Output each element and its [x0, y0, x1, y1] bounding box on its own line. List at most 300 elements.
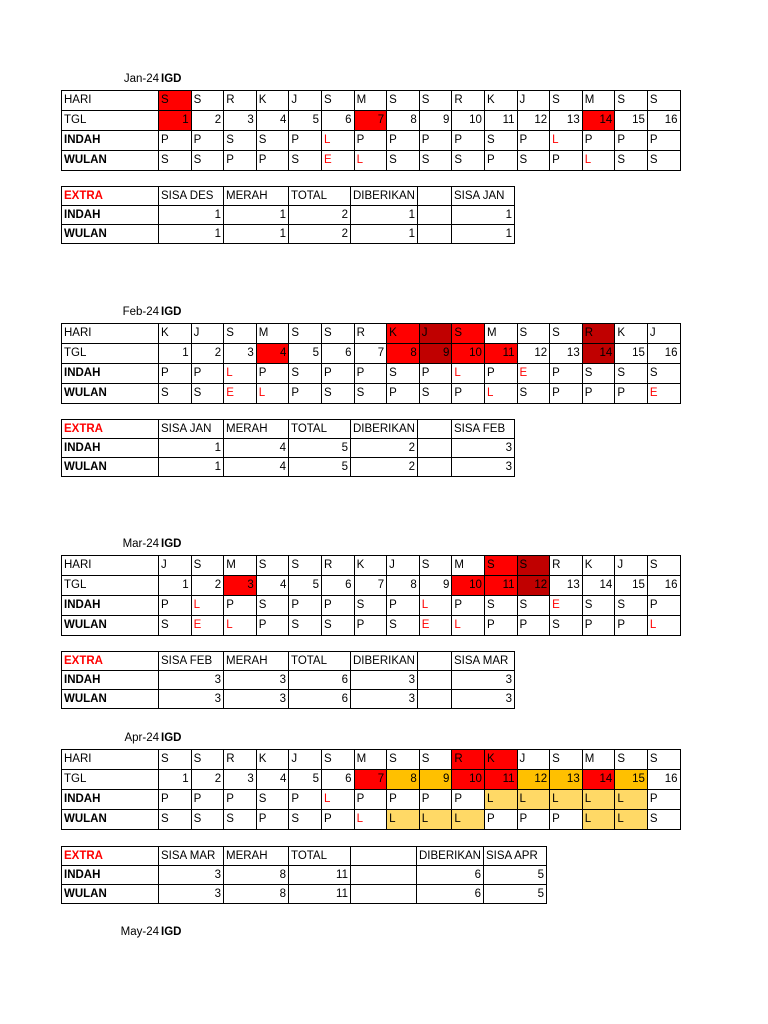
- schedule-cell[interactable]: [647, 151, 680, 171]
- schedule-cell[interactable]: [484, 750, 517, 770]
- extra-diberikan[interactable]: 6: [417, 885, 484, 904]
- schedule-cell[interactable]: [387, 324, 420, 344]
- schedule-cell[interactable]: [452, 750, 485, 770]
- schedule-cell[interactable]: [191, 364, 224, 384]
- schedule-cell[interactable]: [387, 364, 420, 384]
- schedule-cell[interactable]: [419, 770, 452, 790]
- schedule-cell[interactable]: [615, 111, 648, 131]
- schedule-cell[interactable]: [224, 596, 257, 616]
- extra-sisa-next[interactable]: 5: [484, 866, 547, 885]
- schedule-cell[interactable]: [419, 576, 452, 596]
- schedule-cell[interactable]: [517, 91, 550, 111]
- extra-diberikan[interactable]: 2: [351, 439, 418, 458]
- schedule-cell[interactable]: [159, 616, 192, 636]
- schedule-cell[interactable]: [550, 810, 583, 830]
- schedule-cell[interactable]: [224, 324, 257, 344]
- schedule-cell[interactable]: [517, 750, 550, 770]
- schedule-cell[interactable]: [419, 324, 452, 344]
- schedule-cell[interactable]: [419, 790, 452, 810]
- schedule-cell[interactable]: [387, 770, 420, 790]
- extra-total[interactable]: 6: [289, 690, 351, 709]
- schedule-cell[interactable]: [615, 344, 648, 364]
- schedule-cell[interactable]: [550, 556, 583, 576]
- schedule-cell[interactable]: [582, 151, 615, 171]
- schedule-cell[interactable]: [419, 111, 452, 131]
- extra-sisa-next[interactable]: 3: [452, 690, 515, 709]
- schedule-cell[interactable]: [582, 556, 615, 576]
- schedule-cell[interactable]: [321, 790, 354, 810]
- schedule-cell[interactable]: [647, 131, 680, 151]
- schedule-cell[interactable]: [419, 750, 452, 770]
- schedule-cell[interactable]: [452, 324, 485, 344]
- extra-row: [62, 439, 515, 458]
- schedule-cell[interactable]: [224, 364, 257, 384]
- schedule-cell[interactable]: [582, 364, 615, 384]
- schedule-cell[interactable]: [354, 151, 387, 171]
- extra-total[interactable]: 11: [289, 866, 351, 885]
- schedule-cell[interactable]: [647, 344, 680, 364]
- schedule-cell[interactable]: [582, 131, 615, 151]
- schedule-cell[interactable]: [321, 750, 354, 770]
- schedule-cell[interactable]: [615, 810, 648, 830]
- cell-value: L: [519, 793, 526, 805]
- schedule-cell[interactable]: [550, 111, 583, 131]
- schedule-cell[interactable]: [647, 324, 680, 344]
- schedule-cell[interactable]: [256, 384, 289, 404]
- schedule-cell[interactable]: [321, 131, 354, 151]
- schedule-cell[interactable]: [419, 596, 452, 616]
- extra-total[interactable]: 5: [289, 439, 351, 458]
- schedule-cell[interactable]: [582, 790, 615, 810]
- extra-total[interactable]: 5: [289, 458, 351, 477]
- schedule-cell[interactable]: [419, 364, 452, 384]
- schedule-cell[interactable]: [256, 810, 289, 830]
- schedule-cell[interactable]: [191, 324, 224, 344]
- schedule-cell[interactable]: [387, 344, 420, 364]
- schedule-cell[interactable]: [517, 384, 550, 404]
- schedule-cell[interactable]: [647, 596, 680, 616]
- schedule-cell[interactable]: [647, 576, 680, 596]
- schedule-cell[interactable]: [582, 576, 615, 596]
- schedule-cell[interactable]: [419, 344, 452, 364]
- schedule-cell[interactable]: [354, 111, 387, 131]
- schedule-cell[interactable]: [582, 616, 615, 636]
- schedule-cell[interactable]: [615, 364, 648, 384]
- schedule-cell[interactable]: [289, 750, 322, 770]
- schedule-cell[interactable]: [387, 151, 420, 171]
- extra-total[interactable]: 2: [289, 225, 351, 244]
- schedule-cell[interactable]: [354, 556, 387, 576]
- schedule-cell[interactable]: [256, 576, 289, 596]
- schedule-cell[interactable]: [452, 596, 485, 616]
- schedule-cell[interactable]: [452, 91, 485, 111]
- schedule-cell[interactable]: [159, 131, 192, 151]
- schedule-cell[interactable]: [647, 616, 680, 636]
- schedule-cell[interactable]: [191, 576, 224, 596]
- schedule-cell[interactable]: [191, 810, 224, 830]
- schedule-cell[interactable]: [289, 556, 322, 576]
- schedule-cell[interactable]: [517, 770, 550, 790]
- schedule-cell[interactable]: [452, 111, 485, 131]
- schedule-cell[interactable]: [321, 324, 354, 344]
- schedule-cell[interactable]: [256, 344, 289, 364]
- extra-diberikan[interactable]: 6: [417, 866, 484, 885]
- schedule-cell[interactable]: [647, 770, 680, 790]
- schedule-cell[interactable]: [647, 790, 680, 810]
- extra-merah[interactable]: 4: [224, 458, 289, 477]
- schedule-cell[interactable]: [224, 750, 257, 770]
- schedule-cell[interactable]: [550, 616, 583, 636]
- schedule-cell[interactable]: [550, 151, 583, 171]
- schedule-cell[interactable]: [256, 151, 289, 171]
- schedule-cell[interactable]: [647, 111, 680, 131]
- schedule-cell[interactable]: [256, 91, 289, 111]
- schedule-cell[interactable]: [615, 91, 648, 111]
- schedule-cell[interactable]: [517, 151, 550, 171]
- schedule-cell[interactable]: [582, 91, 615, 111]
- extra-diberikan[interactable]: 1: [351, 206, 418, 225]
- schedule-cell[interactable]: [159, 576, 192, 596]
- schedule-cell[interactable]: [484, 151, 517, 171]
- schedule-cell[interactable]: [452, 576, 485, 596]
- schedule-cell[interactable]: [191, 596, 224, 616]
- extra-sisa-next[interactable]: 3: [452, 458, 515, 477]
- schedule-cell[interactable]: [452, 131, 485, 151]
- schedule-cell[interactable]: [289, 576, 322, 596]
- schedule-cell[interactable]: [387, 596, 420, 616]
- schedule-cell[interactable]: [484, 324, 517, 344]
- schedule-cell[interactable]: [159, 344, 192, 364]
- schedule-cell[interactable]: [647, 384, 680, 404]
- schedule-cell[interactable]: [321, 111, 354, 131]
- schedule-cell[interactable]: [321, 576, 354, 596]
- schedule-cell[interactable]: [321, 810, 354, 830]
- schedule-cell[interactable]: [452, 790, 485, 810]
- schedule-cell[interactable]: [159, 596, 192, 616]
- schedule-cell[interactable]: [224, 111, 257, 131]
- schedule-cell[interactable]: [484, 596, 517, 616]
- schedule-cell[interactable]: [582, 384, 615, 404]
- schedule-cell[interactable]: [419, 556, 452, 576]
- schedule-cell[interactable]: [387, 576, 420, 596]
- schedule-cell[interactable]: [289, 151, 322, 171]
- schedule-cell[interactable]: [224, 131, 257, 151]
- schedule-cell[interactable]: [191, 91, 224, 111]
- schedule-cell[interactable]: [191, 384, 224, 404]
- schedule-cell[interactable]: [321, 616, 354, 636]
- schedule-cell[interactable]: [224, 616, 257, 636]
- schedule-cell[interactable]: [191, 556, 224, 576]
- schedule-cell[interactable]: [387, 750, 420, 770]
- schedule-cell[interactable]: [647, 91, 680, 111]
- cell-value: 12: [534, 114, 548, 126]
- schedule-cell[interactable]: [191, 616, 224, 636]
- schedule-cell[interactable]: [321, 344, 354, 364]
- schedule-cell[interactable]: [582, 344, 615, 364]
- schedule-cell[interactable]: [550, 131, 583, 151]
- schedule-cell[interactable]: [419, 384, 452, 404]
- schedule-cell[interactable]: [354, 324, 387, 344]
- schedule-cell[interactable]: [354, 596, 387, 616]
- schedule-cell[interactable]: [224, 91, 257, 111]
- schedule-cell[interactable]: [517, 556, 550, 576]
- schedule-cell[interactable]: [289, 810, 322, 830]
- schedule-cell[interactable]: [550, 324, 583, 344]
- schedule-cell[interactable]: [289, 111, 322, 131]
- schedule-cell[interactable]: [256, 750, 289, 770]
- schedule-cell[interactable]: [452, 364, 485, 384]
- schedule-cell[interactable]: [615, 556, 648, 576]
- schedule-cell[interactable]: [484, 111, 517, 131]
- schedule-cell[interactable]: [256, 324, 289, 344]
- schedule-cell[interactable]: [550, 576, 583, 596]
- schedule-cell[interactable]: [484, 576, 517, 596]
- schedule-cell[interactable]: [289, 364, 322, 384]
- extra-diberikan[interactable]: 1: [351, 225, 418, 244]
- schedule-cell[interactable]: [517, 344, 550, 364]
- schedule-cell[interactable]: [452, 556, 485, 576]
- extra-sisa-next[interactable]: 3: [452, 671, 515, 690]
- schedule-cell[interactable]: [550, 596, 583, 616]
- schedule-cell[interactable]: [354, 770, 387, 790]
- schedule-cell[interactable]: [419, 616, 452, 636]
- schedule-cell[interactable]: [159, 111, 192, 131]
- schedule-cell[interactable]: [517, 324, 550, 344]
- schedule-cell[interactable]: [387, 616, 420, 636]
- schedule-cell[interactable]: [354, 344, 387, 364]
- extra-sisa-next[interactable]: 3: [452, 439, 515, 458]
- schedule-cell[interactable]: [191, 111, 224, 131]
- schedule-cell[interactable]: [647, 364, 680, 384]
- schedule-cell[interactable]: [256, 131, 289, 151]
- schedule-cell[interactable]: [354, 364, 387, 384]
- schedule-cell[interactable]: [484, 131, 517, 151]
- schedule-cell[interactable]: [387, 810, 420, 830]
- schedule-cell[interactable]: [484, 770, 517, 790]
- schedule-cell[interactable]: [321, 384, 354, 404]
- schedule-cell[interactable]: [615, 324, 648, 344]
- schedule-cell[interactable]: [159, 750, 192, 770]
- schedule-cell[interactable]: [484, 91, 517, 111]
- schedule-cell[interactable]: [550, 364, 583, 384]
- extra-merah[interactable]: 1: [224, 206, 289, 225]
- schedule-cell[interactable]: [354, 576, 387, 596]
- schedule-cell[interactable]: [354, 384, 387, 404]
- schedule-cell[interactable]: [224, 810, 257, 830]
- schedule-cell[interactable]: [159, 556, 192, 576]
- schedule-cell[interactable]: [224, 151, 257, 171]
- schedule-cell[interactable]: [224, 344, 257, 364]
- schedule-cell[interactable]: [224, 576, 257, 596]
- schedule-cell[interactable]: [256, 790, 289, 810]
- schedule-cell[interactable]: [517, 596, 550, 616]
- schedule-cell[interactable]: [484, 790, 517, 810]
- schedule-cell[interactable]: [224, 790, 257, 810]
- schedule-cell[interactable]: [321, 364, 354, 384]
- schedule-cell[interactable]: [615, 596, 648, 616]
- schedule-cell[interactable]: [321, 556, 354, 576]
- schedule-cell[interactable]: [615, 770, 648, 790]
- schedule-cell[interactable]: [615, 131, 648, 151]
- schedule-cell[interactable]: [191, 790, 224, 810]
- extra-sisa-prev[interactable]: 3: [159, 671, 224, 690]
- extra-sisa-prev[interactable]: 1: [159, 439, 224, 458]
- schedule-cell[interactable]: [159, 790, 192, 810]
- schedule-cell[interactable]: [484, 556, 517, 576]
- schedule-cell[interactable]: [647, 750, 680, 770]
- schedule-cell[interactable]: [387, 91, 420, 111]
- schedule-cell[interactable]: [517, 364, 550, 384]
- schedule-cell[interactable]: [484, 616, 517, 636]
- schedule-cell[interactable]: [419, 91, 452, 111]
- schedule-cell[interactable]: [289, 324, 322, 344]
- schedule-cell[interactable]: [582, 750, 615, 770]
- schedule-cell[interactable]: [419, 151, 452, 171]
- schedule-cell[interactable]: [321, 91, 354, 111]
- schedule-cell[interactable]: [224, 384, 257, 404]
- schedule-cell[interactable]: [615, 750, 648, 770]
- schedule-cell[interactable]: [224, 556, 257, 576]
- extra-sisa-prev[interactable]: 1: [159, 206, 224, 225]
- schedule-cell[interactable]: [550, 770, 583, 790]
- schedule-cell[interactable]: [419, 131, 452, 151]
- schedule-cell[interactable]: [550, 750, 583, 770]
- schedule-cell[interactable]: [191, 131, 224, 151]
- schedule-cell[interactable]: [615, 151, 648, 171]
- schedule-cell[interactable]: [354, 750, 387, 770]
- schedule-cell[interactable]: [452, 151, 485, 171]
- schedule-cell[interactable]: [484, 810, 517, 830]
- schedule-cell[interactable]: [517, 111, 550, 131]
- schedule-cell[interactable]: [256, 556, 289, 576]
- extra-sisa-prev[interactable]: 3: [159, 866, 224, 885]
- schedule-cell[interactable]: [452, 344, 485, 364]
- extra-sisa-next[interactable]: 1: [452, 225, 515, 244]
- schedule-cell[interactable]: [517, 616, 550, 636]
- schedule-cell[interactable]: [289, 91, 322, 111]
- schedule-cell[interactable]: [484, 344, 517, 364]
- schedule-cell[interactable]: [517, 131, 550, 151]
- extra-sisa-next[interactable]: 5: [484, 885, 547, 904]
- schedule-cell[interactable]: [517, 810, 550, 830]
- schedule-cell[interactable]: [550, 384, 583, 404]
- schedule-cell[interactable]: [354, 790, 387, 810]
- extra-sisa-next[interactable]: 1: [452, 206, 515, 225]
- schedule-cell[interactable]: [582, 596, 615, 616]
- schedule-cell[interactable]: [321, 596, 354, 616]
- schedule-cell[interactable]: [615, 790, 648, 810]
- schedule-cell[interactable]: [256, 596, 289, 616]
- schedule-cell[interactable]: [387, 556, 420, 576]
- schedule-cell[interactable]: [354, 616, 387, 636]
- extra-total[interactable]: 2: [289, 206, 351, 225]
- extra-merah[interactable]: 1: [224, 225, 289, 244]
- extra-sisa-prev[interactable]: 1: [159, 225, 224, 244]
- schedule-cell[interactable]: [484, 364, 517, 384]
- schedule-cell[interactable]: [289, 131, 322, 151]
- schedule-cell[interactable]: [159, 364, 192, 384]
- schedule-cell[interactable]: [387, 111, 420, 131]
- schedule-cell[interactable]: [354, 131, 387, 151]
- schedule-cell[interactable]: [354, 91, 387, 111]
- schedule-cell[interactable]: [191, 344, 224, 364]
- schedule-cell[interactable]: [289, 616, 322, 636]
- schedule-cell[interactable]: [159, 91, 192, 111]
- schedule-cell[interactable]: [159, 770, 192, 790]
- schedule-cell[interactable]: [582, 324, 615, 344]
- schedule-cell[interactable]: [191, 750, 224, 770]
- schedule-cell[interactable]: [452, 770, 485, 790]
- extra-diberikan[interactable]: 3: [351, 671, 418, 690]
- schedule-cell[interactable]: [354, 810, 387, 830]
- schedule-cell[interactable]: [159, 151, 192, 171]
- schedule-cell[interactable]: [647, 810, 680, 830]
- extra-sisa-prev[interactable]: 3: [159, 885, 224, 904]
- schedule-cell[interactable]: [517, 576, 550, 596]
- schedule-cell[interactable]: [582, 770, 615, 790]
- schedule-cell[interactable]: [321, 151, 354, 171]
- schedule-cell[interactable]: [289, 770, 322, 790]
- schedule-cell[interactable]: [256, 364, 289, 384]
- extra-merah[interactable]: 4: [224, 439, 289, 458]
- schedule-cell[interactable]: [159, 810, 192, 830]
- schedule-cell[interactable]: [517, 790, 550, 810]
- schedule-cell[interactable]: [550, 91, 583, 111]
- schedule-cell[interactable]: [582, 111, 615, 131]
- schedule-cell[interactable]: [256, 770, 289, 790]
- schedule-cell[interactable]: [191, 770, 224, 790]
- schedule-cell[interactable]: [289, 596, 322, 616]
- schedule-cell[interactable]: [615, 576, 648, 596]
- schedule-cell[interactable]: [191, 151, 224, 171]
- schedule-cell[interactable]: [452, 616, 485, 636]
- schedule-cell[interactable]: [224, 770, 257, 790]
- schedule-cell[interactable]: [419, 810, 452, 830]
- schedule-cell[interactable]: [159, 384, 192, 404]
- schedule-cell[interactable]: [452, 810, 485, 830]
- schedule-cell[interactable]: [387, 384, 420, 404]
- extra-merah[interactable]: 3: [224, 690, 289, 709]
- schedule-cell[interactable]: [256, 616, 289, 636]
- extra-total[interactable]: 6: [289, 671, 351, 690]
- schedule-cell[interactable]: [289, 790, 322, 810]
- extra-sisa-prev[interactable]: 1: [159, 458, 224, 477]
- schedule-cell[interactable]: [289, 344, 322, 364]
- schedule-cell[interactable]: [582, 810, 615, 830]
- extra-merah[interactable]: 3: [224, 671, 289, 690]
- schedule-cell[interactable]: [289, 384, 322, 404]
- schedule-cell[interactable]: [387, 131, 420, 151]
- schedule-cell[interactable]: [484, 384, 517, 404]
- schedule-cell[interactable]: [550, 344, 583, 364]
- schedule-cell[interactable]: [647, 556, 680, 576]
- extra-header-cell: TOTAL: [289, 652, 351, 671]
- extra-merah[interactable]: 8: [224, 866, 289, 885]
- schedule-cell[interactable]: [159, 324, 192, 344]
- extra-merah[interactable]: 8: [224, 885, 289, 904]
- schedule-cell[interactable]: [387, 790, 420, 810]
- schedule-cell[interactable]: [452, 384, 485, 404]
- schedule-cell[interactable]: [550, 790, 583, 810]
- schedule-cell[interactable]: [615, 384, 648, 404]
- schedule-cell[interactable]: [615, 616, 648, 636]
- extra-diberikan[interactable]: 3: [351, 690, 418, 709]
- extra-sisa-prev[interactable]: 3: [159, 690, 224, 709]
- schedule-cell[interactable]: [256, 111, 289, 131]
- extra-total[interactable]: 11: [289, 885, 351, 904]
- extra-diberikan[interactable]: 2: [351, 458, 418, 477]
- schedule-cell[interactable]: [321, 770, 354, 790]
